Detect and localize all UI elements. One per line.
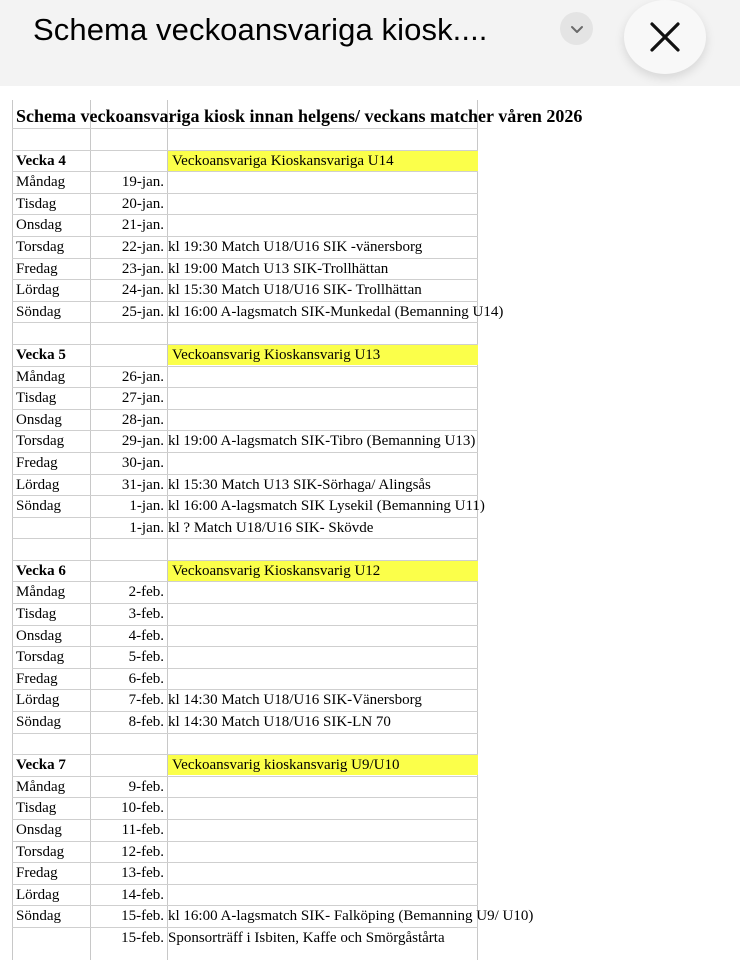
- day-cell: Torsdag: [16, 433, 65, 450]
- day-cell: Tisdag: [16, 606, 57, 623]
- responsible-team-highlight: Veckoansvarig Kioskansvarig U13: [168, 345, 478, 365]
- day-cell: Tisdag: [16, 390, 57, 407]
- event-cell: kl 16:00 A-lagsmatch SIK- Falköping (Bemanning U9/ U10): [168, 908, 534, 925]
- table-row: [12, 841, 478, 863]
- table-row: [12, 689, 478, 711]
- day-cell: Måndag: [16, 778, 66, 795]
- day-cell: Söndag: [16, 498, 61, 515]
- date-cell: 26-jan.: [121, 368, 164, 385]
- table-row: [12, 819, 478, 841]
- event-cell: kl 14:30 Match U18/U16 SIK-LN 70: [168, 714, 391, 731]
- day-cell: Fredag: [16, 454, 58, 471]
- table-row: [12, 668, 478, 690]
- table-row: [12, 409, 478, 431]
- date-cell: 1-jan.: [129, 519, 164, 536]
- day-cell: Måndag: [16, 174, 66, 191]
- table-row: [12, 581, 478, 603]
- page-title: Schema veckoansvariga kiosk....: [33, 12, 488, 47]
- day-cell: Onsdag: [16, 627, 62, 644]
- day-cell: Onsdag: [16, 217, 62, 234]
- responsible-team-highlight: Veckoansvarig kioskansvarig U9/U10: [168, 755, 478, 775]
- table-row: [12, 301, 504, 323]
- week-header-row: [12, 150, 478, 172]
- date-cell: 10-feb.: [121, 800, 164, 817]
- day-cell: Söndag: [16, 908, 61, 925]
- event-cell: kl 19:00 A-lagsmatch SIK-Tibro (Bemanning U13): [168, 433, 476, 450]
- date-cell: 3-feb.: [128, 606, 164, 623]
- date-cell: 22-jan.: [121, 238, 164, 255]
- day-cell: Onsdag: [16, 411, 62, 428]
- top-bar: [0, 0, 740, 86]
- close-button[interactable]: [624, 0, 706, 74]
- day-cell: Lördag: [16, 282, 60, 299]
- date-cell: 5-feb.: [128, 649, 164, 666]
- date-cell: 28-jan.: [121, 411, 164, 428]
- schedule-table: [12, 128, 534, 949]
- table-row: [12, 862, 478, 884]
- day-cell: Söndag: [16, 714, 61, 731]
- date-cell: 31-jan.: [121, 476, 164, 493]
- table-row: [12, 646, 478, 668]
- table-row: [12, 927, 478, 949]
- responsible-team-highlight: Veckoansvarig Kioskansvarig U12: [168, 561, 478, 581]
- table-row: [12, 236, 478, 258]
- day-cell: Fredag: [16, 865, 58, 882]
- table-row: [12, 884, 478, 906]
- event-cell: kl 16:00 A-lagsmatch SIK-Munkedal (Bemanning U14): [168, 303, 504, 320]
- date-cell: 12-feb.: [121, 843, 164, 860]
- document-view[interactable]: [0, 86, 740, 960]
- date-cell: 8-feb.: [128, 714, 164, 731]
- table-row: [12, 625, 478, 647]
- date-cell: 1-jan.: [129, 498, 164, 515]
- day-cell: Onsdag: [16, 822, 62, 838]
- date-cell: 7-feb.: [128, 692, 164, 709]
- day-cell: Lördag: [16, 476, 60, 493]
- table-row: [12, 193, 478, 215]
- table-row: [12, 797, 478, 819]
- table-row: [12, 452, 478, 474]
- document-title: Schema veckoansvariga kiosk innan helgens/ veckans matcher våren 2026: [16, 106, 583, 126]
- event-cell: kl 14:30 Match U18/U16 SIK-Vänersborg: [168, 692, 422, 709]
- table-row: [12, 128, 478, 150]
- table-row: [12, 711, 478, 733]
- table-row: [12, 603, 478, 625]
- table-row: [12, 171, 478, 193]
- expand-title-button[interactable]: [560, 12, 593, 45]
- date-cell: 24-jan.: [121, 282, 164, 299]
- event-cell: kl ? Match U18/U16 SIK- Skövde: [168, 519, 374, 536]
- date-cell: 21-jan.: [121, 217, 164, 234]
- day-cell: Lördag: [16, 692, 60, 709]
- day-cell: Fredag: [16, 260, 58, 277]
- event-cell: kl 16:00 A-lagsmatch SIK Lysekil (Bemanning U11): [168, 498, 485, 515]
- date-cell: 11-feb.: [121, 822, 164, 838]
- week-header-row: [12, 344, 478, 366]
- event-cell: Sponsorträff i Isbiten, Kaffe och Smörgåstårta: [168, 929, 445, 946]
- day-cell: Torsdag: [16, 238, 65, 255]
- week-label: Vecka 4: [16, 152, 66, 169]
- date-cell: 30-jan.: [121, 454, 164, 471]
- event-cell: kl 19:30 Match U18/U16 SIK -vänersborg: [168, 238, 423, 255]
- table-row: [12, 517, 478, 539]
- table-row: [12, 279, 478, 301]
- date-cell: 13-feb.: [121, 865, 164, 882]
- date-cell: 4-feb.: [128, 627, 164, 644]
- table-row: [12, 733, 478, 755]
- table-row: [12, 495, 485, 517]
- table-row: [12, 214, 478, 236]
- day-cell: Måndag: [16, 368, 66, 385]
- table-row: [12, 430, 478, 452]
- table-row: [12, 474, 478, 496]
- date-cell: 15-feb.: [121, 908, 164, 925]
- date-cell: 2-feb.: [128, 584, 164, 601]
- day-cell: Torsdag: [16, 649, 65, 666]
- table-row: [12, 366, 478, 388]
- date-cell: 29-jan.: [121, 433, 164, 450]
- date-cell: 25-jan.: [121, 303, 164, 320]
- date-cell: 6-feb.: [128, 670, 164, 687]
- day-cell: Torsdag: [16, 843, 65, 860]
- day-cell: Tisdag: [16, 195, 57, 212]
- event-cell: kl 15:30 Match U13 SIK-Sörhaga/ Alingsås: [168, 476, 431, 493]
- day-cell: Fredag: [16, 670, 58, 687]
- day-cell: Söndag: [16, 303, 61, 320]
- date-cell: 20-jan.: [121, 195, 164, 212]
- table-row: [12, 905, 534, 927]
- date-cell: 9-feb.: [128, 778, 164, 795]
- close-icon: [648, 20, 682, 54]
- week-label: Vecka 6: [16, 562, 66, 579]
- date-cell: 27-jan.: [121, 390, 164, 407]
- responsible-team-highlight: Veckoansvariga Kioskansvariga U14: [168, 151, 478, 171]
- date-cell: 23-jan.: [121, 260, 164, 277]
- table-row: [12, 538, 478, 560]
- table-row: [12, 322, 478, 344]
- table-row: [12, 776, 478, 798]
- week-label: Vecka 5: [16, 346, 66, 363]
- date-cell: 14-feb.: [121, 886, 164, 903]
- day-cell: Tisdag: [16, 800, 57, 817]
- week-header-row: [12, 754, 478, 776]
- table-row: [12, 387, 478, 409]
- date-cell: 15-feb.: [121, 929, 164, 946]
- table-row: [12, 258, 478, 280]
- date-cell: 19-jan.: [121, 174, 164, 191]
- day-cell: Lördag: [16, 886, 60, 903]
- week-label: Vecka 7: [16, 757, 66, 774]
- day-cell: Måndag: [16, 584, 66, 601]
- week-header-row: [12, 560, 478, 582]
- event-cell: kl 19:00 Match U13 SIK-Trollhättan: [168, 260, 389, 277]
- chevron-down-icon: [569, 21, 585, 37]
- event-cell: kl 15:30 Match U18/U16 SIK- Trollhättan: [168, 282, 422, 299]
